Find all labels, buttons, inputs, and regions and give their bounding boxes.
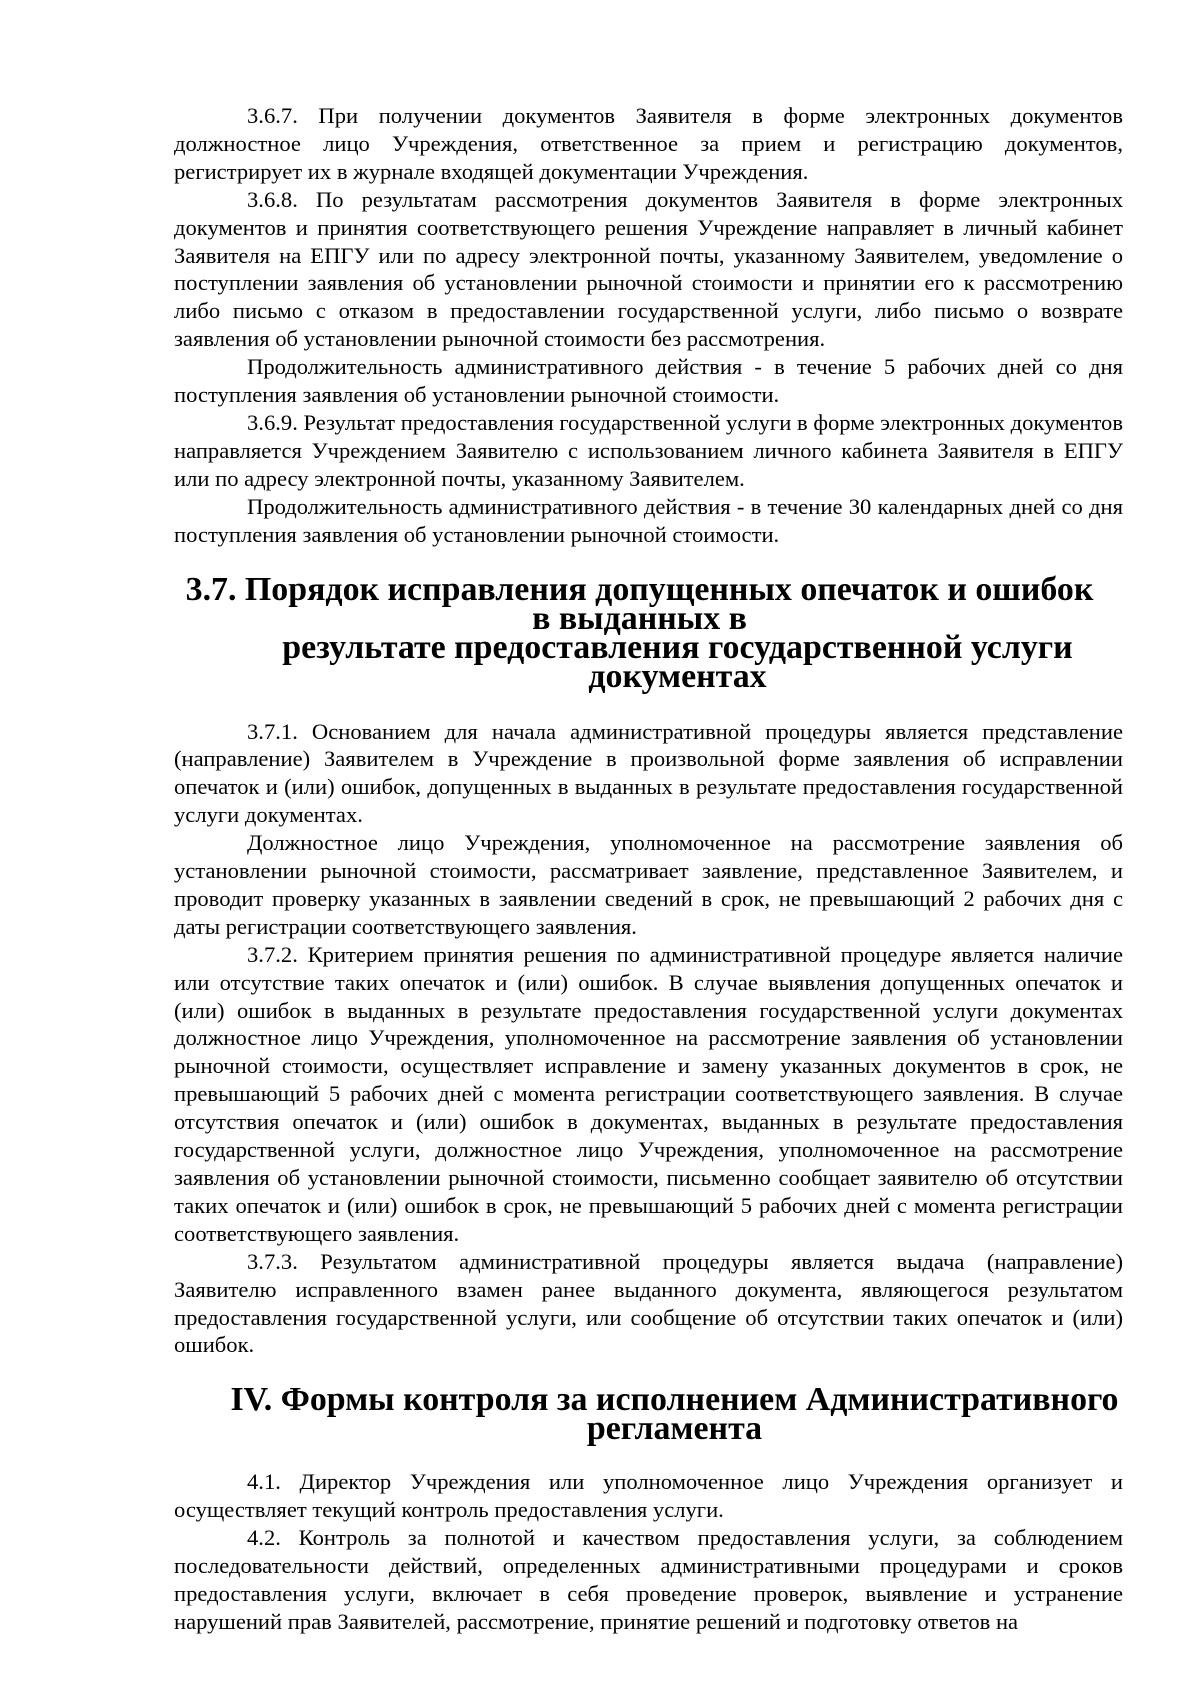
paragraph-3-6-7: 3.6.7. При получении документов Заявителя в форме электронных документов должностное лицо Учреждения, ответственное за прием и регистрацию документов, регистрирует их в журнале входящей документации Учреждения. — [174, 103, 1123, 184]
paragraph-3-6-8: 3.6.8. По результатам рассмотрения документов Заявителя в форме электронных документов и принятия соответствующего решения Учреждение направляет в личный кабинет Заявителя на ЕПГУ или по адресу электронной почты, указанному Заявителем, уведомление о поступлении заявления об установлении рыночной стоимости и принятии его к рассмотрению либо письмо с отказом в предоставлении государственной услуги, либо письмо о возврате заявления об установлении рыночной стоимости без рассмотрения. — [174, 186, 1123, 352]
section-heading-iv: IV. Формы контроля за исполнением Административного регламента — [230, 1381, 1119, 1448]
paragraph-3-6-9: 3.6.9. Результат предоставления государственной услуги в форме электронных документов направляется Учреждением Заявителю с использованием личного кабинета Заявителя в ЕПГУ или по адресу электронной почты, указанному Заявителем. — [174, 409, 1123, 491]
paragraph-3-7-2: 3.7.2. Критерием принятия решения по административной процедуре является наличие или отсутствие таких опечаток и (или) ошибок. В случае выявления допущенных опечаток и (или) ошибок в выданных в результате предоставления государственной услуги документах должностное лицо Учреждения, уполномоченное на рассмотрение заявления об установлении рыночной стоимости, осуществляет исправление и замену указанных документов в срок, не превышающий 5 рабочих дней с момента регистрации соответствующего заявления. В случае отсутствия опечаток и (или) ошибок в документах, выданных в результате предоставления государственной услуги, должностное лицо Учреждения, уполномоченное на рассмотрение заявления об установлении рыночной стоимости, письменно сообщает заявителю об отсутствии таких опечаток и (или) ошибок в срок, не превышающий 5 рабочих дней с момента регистрации соответствующего заявления. — [174, 941, 1123, 1246]
document-page — [174, 102, 1123, 1636]
paragraph-official-review: Должностное лицо Учреждения, уполномоченное на рассмотрение заявления об установлении рыночной стоимости, рассматривает заявление, представленное Заявителем, и проводит проверку указанных в заявлении сведений в срок, не превышающий 2 рабочих дня с даты регистрации соответствующего заявления. — [174, 830, 1123, 939]
section-heading-3-7 — [174, 570, 1123, 695]
paragraph-3-7-3: 3.7.3. Результатом административной процедуры является выдача (направление) Заявителю исправленного взамен ранее выданного документа, являющегося результатом предоставления государственной услуги, или сообщение об отсутствии таких опечаток и (или) ошибок. — [174, 1248, 1123, 1358]
paragraph-duration-5-days: Продолжительность административного действия - в течение 5 рабочих дней со дня поступления заявления об установлении рыночной стоимости. — [174, 354, 1123, 408]
paragraph-4-2: 4.2. Контроль за полнотой и качеством предоставления услуги, за соблюдением последовательности действий, определенных административными процедурами и сроков предоставления услуги, включает в себя проведение проверок, выявление и устранение нарушений прав Заявителей, рассмотрение, принятие решений и подготовку ответов на — [174, 1525, 1123, 1634]
paragraph-3-7-1: 3.7.1. Основанием для начала административной процедуры является представление (направление) Заявителем в Учреждение в произвольной форме заявления об исправлении опечаток и (или) ошибок, допущенных в выданных в результате предоставления государственной услуги документах. — [174, 718, 1123, 828]
section-heading-3-7-line-1: 3.7. Порядок исправления допущенных опечаток и ошибок в выданных в — [185, 570, 1094, 637]
paragraph-4-1: 4.1. Директор Учреждения или уполномоченное лицо Учреждения организует и осуществляет текущий контроль предоставления услуги. — [174, 1469, 1123, 1523]
section-heading-3-7-line-2: результате предоставления государственной услуги документах — [282, 628, 1073, 695]
paragraph-duration-30-days: Продолжительность административного действия - в течение 30 календарных дней со дня поступления заявления об установлении рыночной стоимости. — [174, 493, 1123, 547]
